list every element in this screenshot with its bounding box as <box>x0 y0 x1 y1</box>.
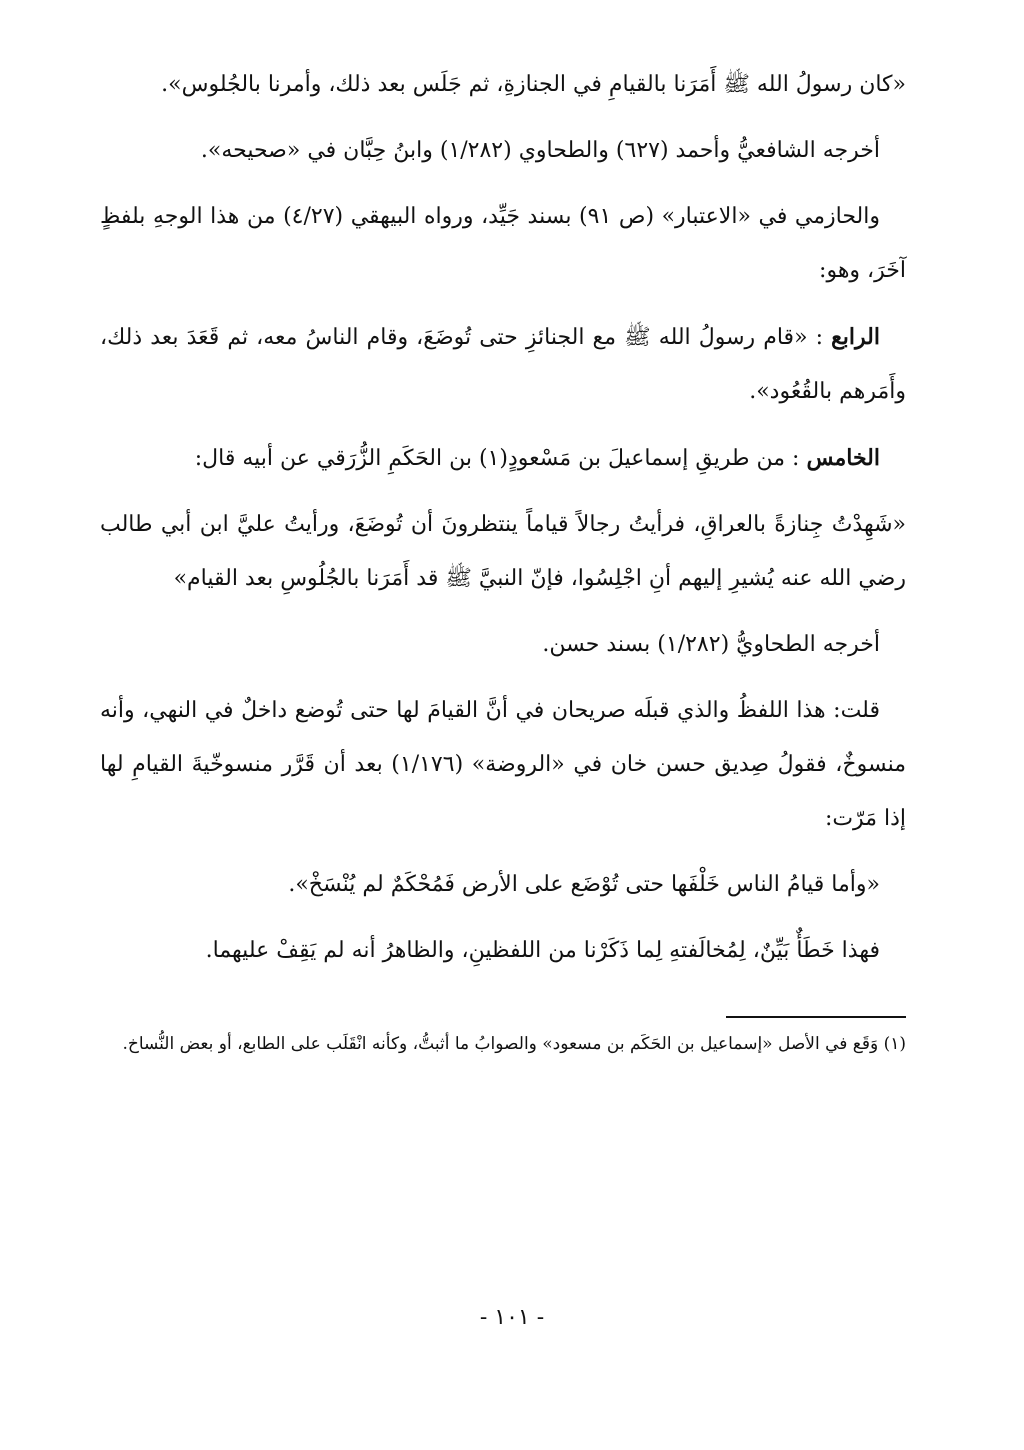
fifth-narration-text: : من طريقِ إسماعيلَ بن مَسْعودٍ(١) بن الحَكَمِ الزُّرَقي عن أبيه قال: <box>194 446 800 471</box>
main-text <box>100 58 906 990</box>
page-number: - ١٠١ - <box>479 1305 545 1330</box>
paragraph-commentary: قلت: هذا اللفظُ والذي قبلَه صريحان في أنَّ القيامَ لها حتى تُوضع داخلٌ في النهي، وأنه منسوخٌ، فقولُ صِديق حسن خان في «الروضة» (١/١٧٦) بعد أن قَرَّر منسوخّيةَ القيامِ لها إذا مَرّت: <box>100 698 906 831</box>
section-label-fifth: الخامس <box>806 445 880 471</box>
paragraph-quoted-opinion: «وأما قيامُ الناس خَلْفَها حتى تُوْضَع على الأرض فَمُحْكَمٌ لم يُنْسَخْ». <box>288 872 880 897</box>
footnote: (١) وَقَع في الأصل «إسماعيل بن الحَكَم بن مسعود» والصوابُ ما أثبتُّ، وكأنه انْقَلَب على الطابع، أو بعض النُّساخ. <box>122 1034 906 1054</box>
paragraph-takhrij-2: والحازمي في «الاعتبار» (ص ٩١) بسند جَيِّد، ورواه البيهقي (٤/٢٧) من هذا الوجهِ بلفظٍ آخَرَ، وهو: <box>100 204 906 283</box>
fourth-narration-text: : «قام رسولُ الله ﷺ مع الجنائزِ حتى تُوضَعَ، وقام الناسُ معه، ثم قَعَدَ بعد ذلك، وأَمَرهم بالقُعُود». <box>100 325 906 404</box>
footnote-separator <box>726 1016 906 1018</box>
paragraph-conclusion: فهذا خَطَأٌ بَيِّنٌ، لِمُخالَفتهِ لِما ذَكَرْنا من اللفظينِ، والظاهرُ أنه لم يَقِفْ عليهما. <box>205 938 880 963</box>
paragraph-takhrij-3: أخرجه الطحاويُّ (١/٢٨٢) بسند حسن. <box>542 632 880 657</box>
paragraph-hadith-quote-1: «كان رسولُ الله ﷺ أَمَرَنا بالقيامِ في الجنازةِ، ثم جَلَس بعد ذلك، وأمرنا بالجُلوس». <box>161 72 906 97</box>
paragraph-fourth-narration <box>100 310 906 419</box>
paragraph-hadith-quote-2: «شَهِدْتُ جِنازةً بالعراقِ، فرأيتُ رجالاً قياماً ينتظرونَ أن تُوضَعَ، ورأيتُ عليَّ ابن أبي طالب رضي الله عنه يُشيرِ إليهم أنِ اجْلِسُوا، فإنّ النبيَّ ﷺ قد أَمَرَنا بالجُلُوسِ بعد القيام» <box>100 512 906 591</box>
paragraph-takhrij-1: أخرجه الشافعيُّ وأحمد (٦٢٧) والطحاوي (١/٢٨٢) وابنُ حِبَّان في «صحيحه». <box>200 138 880 163</box>
paragraph-fifth-narration <box>100 431 906 486</box>
section-label-fourth: الرابع <box>831 324 880 350</box>
